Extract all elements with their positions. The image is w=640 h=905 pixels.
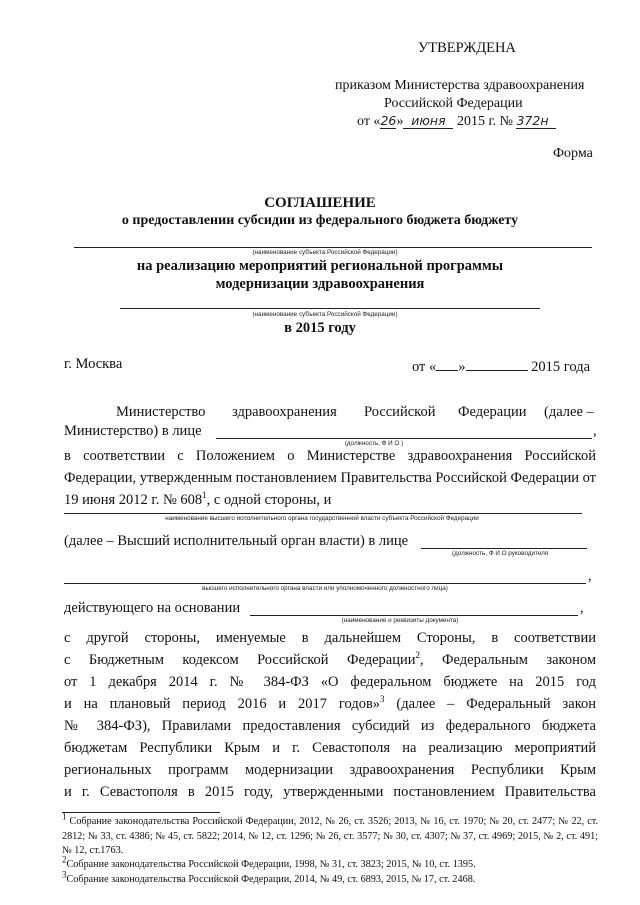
order-day-handwritten: 26 — [380, 113, 397, 128]
ministry-line-2: Министерство) в лице — [64, 423, 202, 439]
ministry-word-1: Министерство — [116, 404, 206, 420]
head-blank-line — [421, 548, 587, 549]
subject-caption-2: (наименование субъекта Российской Федерации) — [252, 311, 398, 318]
main-paragraph-line-3: от 1 декабря 2014 г. № 384-ФЗ «О федеральном бюджете на 2015 год — [64, 674, 596, 690]
agreement-subtitle: о предоставлении субсидии из федерального бюджета бюджету — [121, 213, 519, 228]
date-day-blank — [436, 356, 458, 371]
order-date-prefix: от « — [357, 114, 381, 129]
purpose-line-2: модернизации здравоохранения — [215, 276, 425, 292]
order-month-handwritten: июня — [403, 113, 453, 129]
official-blank-line — [64, 583, 586, 584]
document-caption: (наименование и реквизиты документа) — [341, 617, 459, 624]
budget-code-text: с Бюджетным кодексом Российской Федерации — [64, 652, 416, 668]
federal-law-abbr-text: (далее – Федеральный закон — [384, 696, 597, 712]
city: г. Москва — [64, 356, 123, 372]
footnote-2-mark: 2 — [62, 854, 67, 865]
order-year-number: 2015 г. № — [456, 114, 513, 129]
ministry-word-5: (далее – — [544, 404, 594, 420]
ministry-word-2: здравоохранения — [232, 404, 337, 420]
federal-law-text: , Федеральным законом — [419, 652, 596, 668]
ministry-comma: , — [593, 423, 597, 439]
exec-body-caption: наименование высшего исполнительного органа государственной власти субъекта Российской Федерации — [165, 515, 479, 522]
main-paragraph-line-7: региональных программ модернизации здравоохранения Республики Крым — [64, 762, 596, 778]
official-caption: высшего исполнительного органа власти или уполномоченного должностного лица) — [202, 585, 448, 592]
date-mid: » — [458, 359, 466, 375]
footnote-1-mark: 1 — [62, 811, 67, 822]
purpose-line-1: на реализацию мероприятий региональной программы — [136, 258, 504, 274]
main-paragraph-line-4 — [64, 693, 596, 715]
main-paragraph-line-8: и г. Севастополя в 2015 году, утвержденными постановлением Правительства — [64, 784, 596, 800]
footnote-separator — [62, 812, 220, 813]
main-paragraph-line-6: бюджетам Республики Крым и г. Севастополя на реализацию мероприятий — [64, 740, 596, 756]
date-suffix: 2015 года — [531, 359, 591, 375]
exec-body-blank-line — [64, 513, 582, 514]
acting-comma: , — [580, 600, 584, 616]
exec-line: (далее – Высший исполнительный орган власти) в лице — [64, 533, 409, 549]
official-comma: , — [588, 568, 592, 584]
footnote-3-mark: 3 — [62, 869, 67, 880]
footnote-1 — [62, 811, 598, 859]
acting-line: действующего на основании — [64, 600, 241, 616]
footnote-ref-2: 2 — [415, 650, 420, 661]
document-blank-line — [250, 615, 578, 616]
ministry-word-3: Российской — [364, 404, 436, 420]
order-line-2: Российской Федерации — [384, 96, 523, 111]
footnote-3-text: Собрание законодательства Российской Федерации, 2014, № 49, ст. 6893, 2015, № 17, ст. 2468. — [66, 874, 476, 885]
representative-blank-line — [216, 438, 592, 439]
main-paragraph-line-1: с другой стороны, именуемые в дальнейшем Стороны, в соответствии — [64, 630, 596, 646]
regulation-tail: , с одной стороны, и — [206, 492, 332, 508]
subject-blank-line-1 — [74, 247, 592, 248]
main-paragraph-line-5: № 384-ФЗ), Правилами предоставления субсидий из федерального бюджета — [64, 718, 596, 734]
subject-blank-line-2 — [120, 308, 540, 309]
order-date-line — [357, 113, 556, 130]
plan-period-text: и на плановый период 2016 и 2017 годов» — [64, 696, 381, 712]
agreement-date — [412, 356, 590, 376]
order-line-1: приказом Министерства здравоохранения — [335, 78, 585, 93]
footnote-2 — [62, 854, 598, 873]
ministry-word-4: Федерации — [458, 404, 527, 420]
date-month-blank — [466, 356, 528, 371]
regulation-paragraph — [64, 445, 596, 511]
date-prefix: от « — [412, 359, 437, 375]
head-caption: (должность, Ф И О руководителя — [452, 550, 549, 557]
footnote-ref-1: 1 — [202, 490, 207, 501]
footnote-3 — [62, 869, 598, 888]
form-label: Форма — [553, 146, 593, 161]
footnote-1-text: Собрание законодательства Российской Федерации, 2012, № 26, ст. 3526; 2013, № 16, ст. 1970; № 20, ст. 2477; № 22, ст. 2812; № 33, ст. 4386; № 45, ст. 5822; 2014, № 12, ст. 1296; № 26, ст. 3577; № 30, ст. 4307; № 37, ст. 4969; 2015, № 2, ст. 491; № 12, ст.1763. — [62, 816, 598, 856]
footnote-ref-3: 3 — [380, 694, 385, 705]
order-quote-close: » — [396, 114, 404, 129]
subject-caption-1: (наименование субъекта Российской Федерации) — [252, 249, 398, 256]
order-number-handwritten: 372н — [516, 113, 556, 129]
approved-label: УТВЕРЖДЕНА — [418, 40, 516, 56]
footnote-2-text: Собрание законодательства Российской Федерации, 1998, № 31, ст. 3823; 2015, № 10, ст. 1395. — [66, 859, 476, 870]
agreement-title: СОГЛАШЕНИЕ — [264, 195, 376, 211]
position-caption: (должность, Ф И О ) — [344, 440, 404, 447]
regulation-text: в соответствии с Положением о Министерстве здравоохранения Российской Федерации, утвержденным постановлением Правительства Российской Федерации от 19 июня 2012 г. № 608 — [64, 448, 596, 508]
year-line: в 2015 году — [284, 320, 356, 336]
main-paragraph-line-2 — [64, 649, 596, 671]
